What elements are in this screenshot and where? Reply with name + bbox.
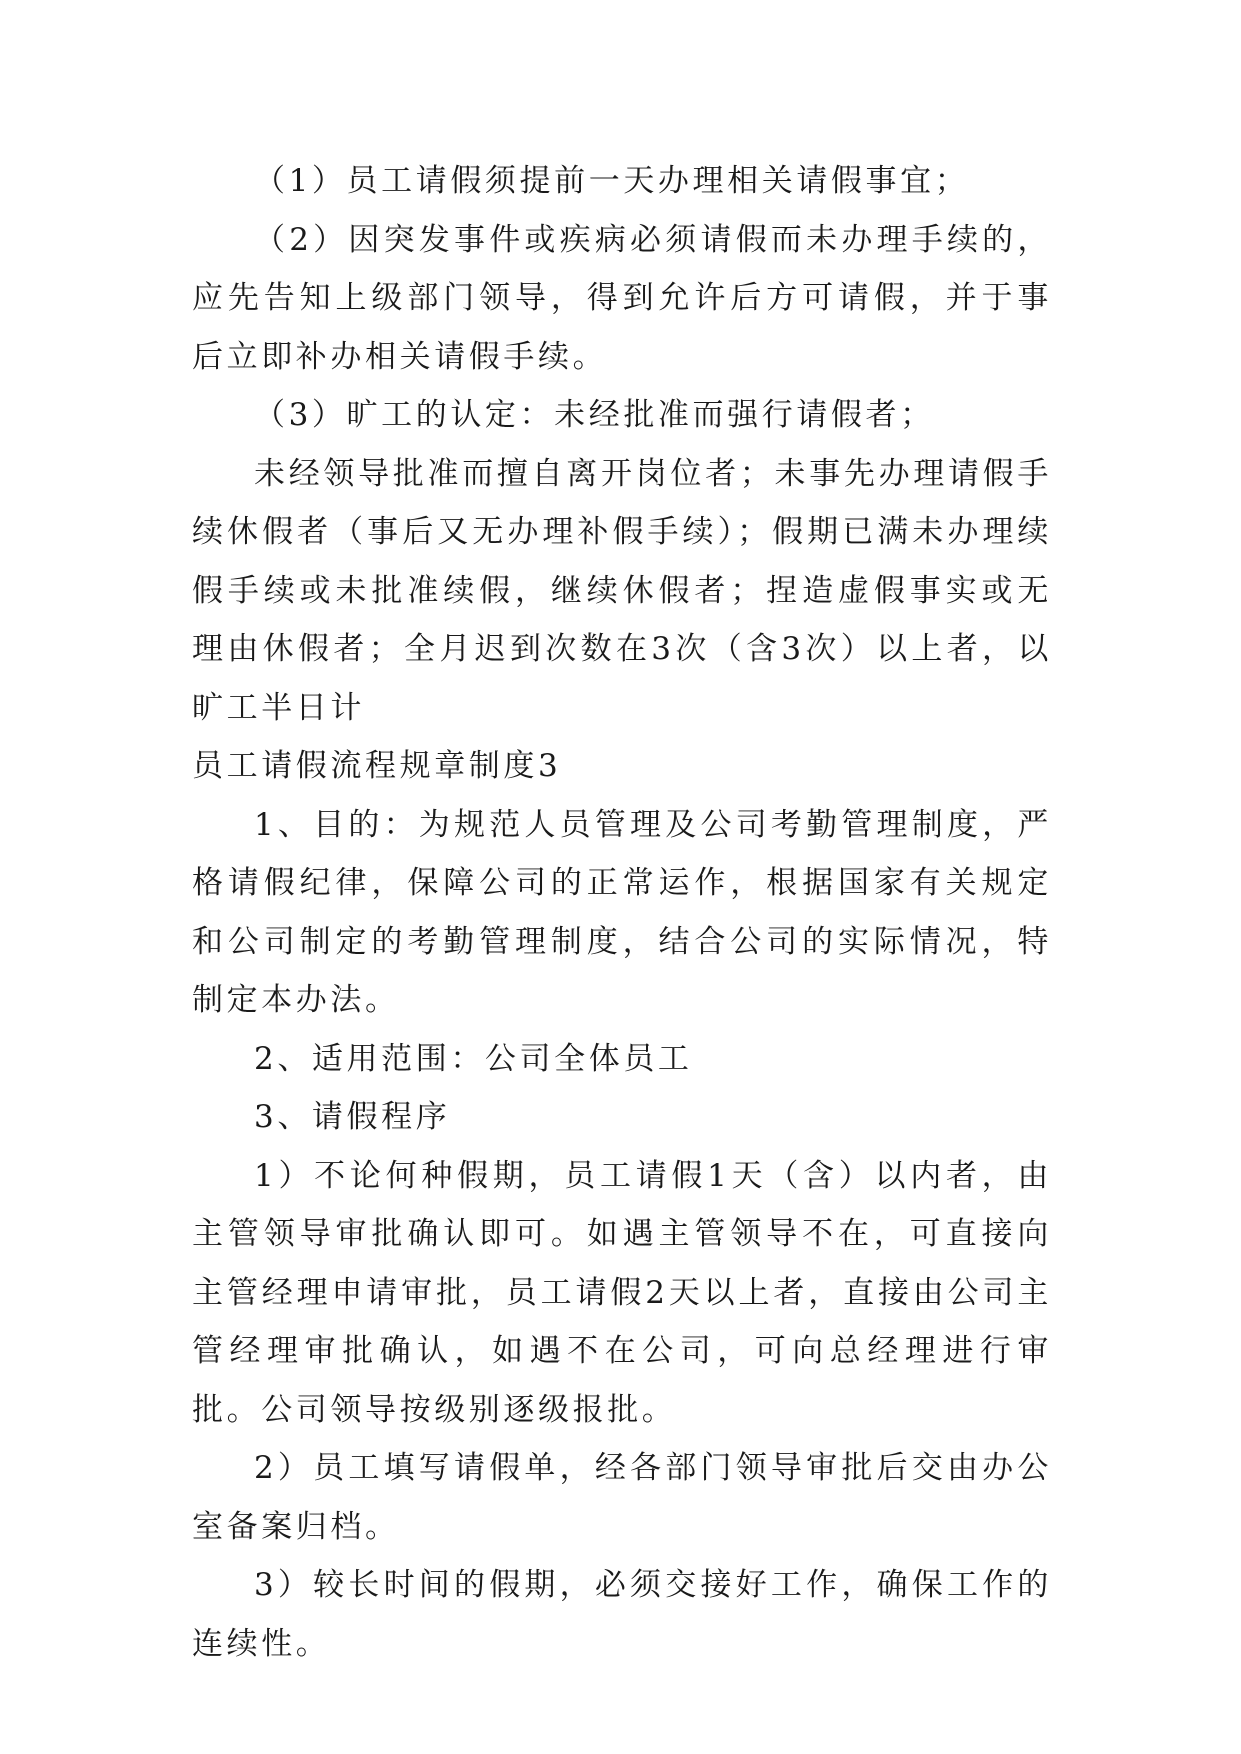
paragraph-leave-advance: （1）员工请假须提前一天办理相关请假事宜；	[254, 163, 970, 199]
paragraph-procedure-3: 3）较长时间的假期，必须交接好工作，确保工作的连续性。	[192, 1567, 1052, 1662]
paragraph-procedure-2: 2）员工填写请假单，经各部门领导审批后交由办公室备案归档。	[192, 1450, 1052, 1545]
paragraph-emergency-leave: （2）因突发事件或疾病必须请假而未办理手续的，应先告知上级部门领导，得到允许后方可请假，并于事后立即补办相关请假手续。	[192, 221, 1052, 375]
paragraph-procedure-heading: 3、请假程序	[254, 1099, 451, 1135]
document-body	[192, 152, 1052, 1673]
paragraph-purpose: 1、目的：为规范人员管理及公司考勤管理制度，严格请假纪律，保障公司的正常运作，根据国家有关规定和公司制定的考勤管理制度，结合公司的实际情况，特制定本办法。	[192, 806, 1052, 1018]
paragraph-scope: 2、适用范围：公司全体员工	[254, 1040, 693, 1077]
paragraph-absence-cases: 未经领导批准而擅自离开岗位者；未事先办理请假手续休假者（事后又无办理补假手续）；假期已满未办理续假手续或未批准续假，继续休假者；捏造虚假事实或无理由休假者；全月迟到次数在3次（含3次）以上者，以旷工半日计	[192, 455, 1052, 726]
paragraph-procedure-1: 1）不论何种假期，员工请假1天（含）以内者，由主管领导审批确认即可。如遇主管领导不在，可直接向主管经理申请审批，员工请假2天以上者，直接由公司主管经理审批确认，如遇不在公司，可向总经理进行审批。公司领导按级别逐级报批。	[192, 1157, 1052, 1428]
paragraph-absence-definition: （3）旷工的认定：未经批准而强行请假者；	[254, 397, 935, 433]
section-title: 员工请假流程规章制度3	[192, 748, 562, 784]
